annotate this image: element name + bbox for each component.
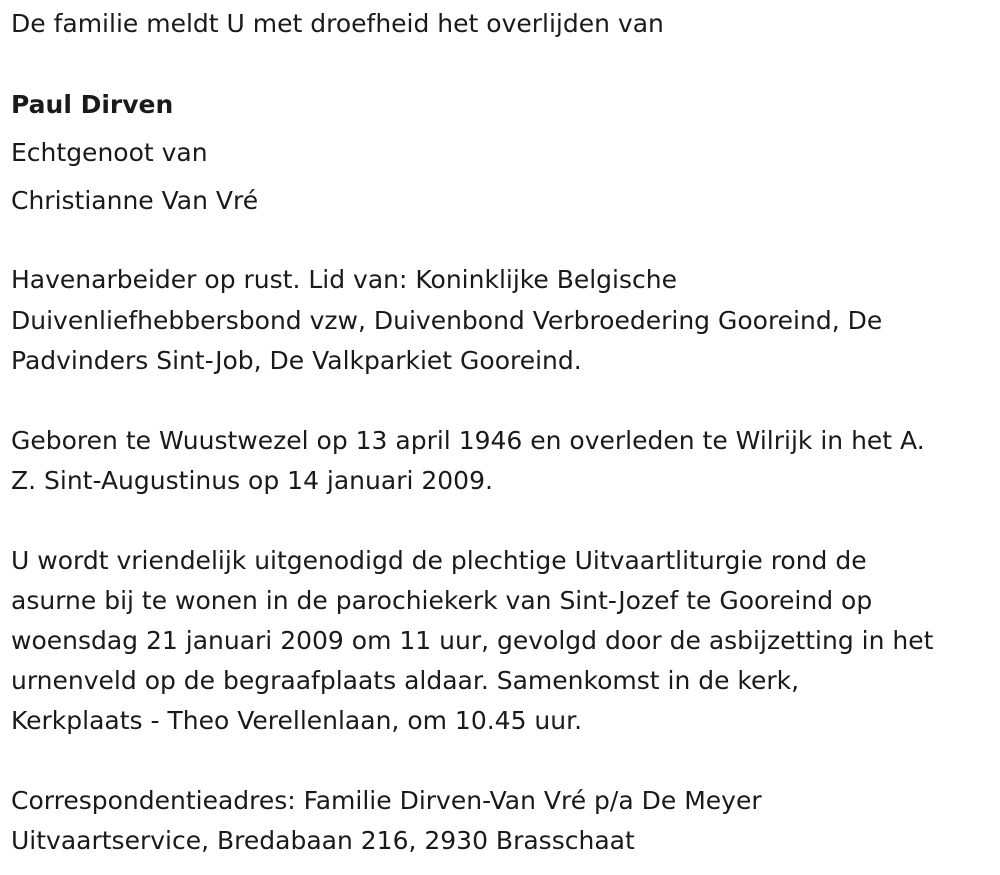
funeral-line: urnenveld op de begraafplaats aldaar. Samenkomst in de kerk, xyxy=(11,666,800,695)
funeral-line: woensdag 21 januari 2009 om 11 uur, gevolgd door de asbijzetting in het xyxy=(11,626,934,655)
occupation-line: Padvinders Sint-Job, De Valkparkiet Gooreind. xyxy=(11,346,582,375)
relation-text: Echtgenoot van xyxy=(11,138,208,167)
correspondence-line: Correspondentieadres: Familie Dirven-Van Vré p/a De Meyer xyxy=(11,786,762,815)
intro-text: De familie meldt U met droefheid het overlijden van xyxy=(11,9,664,38)
funeral-line: Kerkplaats - Theo Verellenlaan, om 10.45 uur. xyxy=(11,706,583,735)
funeral-line: U wordt vriendelijk uitgenodigd de plechtige Uitvaartliturgie rond de xyxy=(11,546,867,575)
occupation-line: Duivenliefhebbersbond vzw, Duivenbond Verbroedering Gooreind, De xyxy=(11,306,883,335)
correspondence-line: Uitvaartservice, Bredabaan 216, 2930 Brasschaat xyxy=(11,826,635,855)
spouse-name: Christianne Van Vré xyxy=(11,186,259,215)
occupation-line: Havenarbeider op rust. Lid van: Koninklijke Belgische xyxy=(11,265,677,294)
birth-death-line: Geboren te Wuustwezel op 13 april 1946 en overleden te Wilrijk in het A. xyxy=(11,426,925,455)
deceased-name: Paul Dirven xyxy=(11,90,174,119)
funeral-line: asurne bij te wonen in de parochiekerk van Sint-Jozef te Gooreind op xyxy=(11,586,873,615)
birth-death-line: Z. Sint-Augustinus op 14 januari 2009. xyxy=(11,466,493,495)
